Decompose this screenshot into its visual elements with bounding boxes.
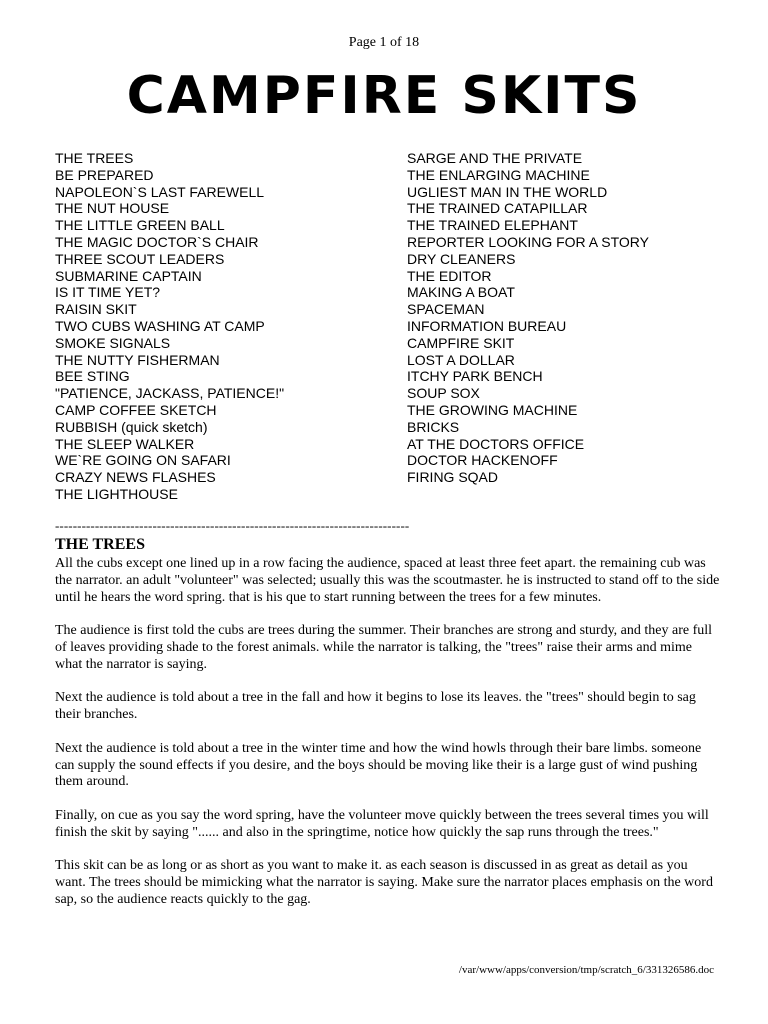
toc-item: SPACEMAN — [407, 301, 485, 318]
toc-item: THE NUT HOUSE — [55, 200, 170, 217]
section-heading: THE TREES — [55, 536, 145, 553]
toc-item: REPORTER LOOKING FOR A STORY — [407, 233, 649, 250]
toc-right-column — [407, 150, 649, 486]
toc-item: NAPOLEON`S LAST FAREWELL — [55, 183, 265, 200]
toc-item: RUBBISH (quick sketch) — [55, 418, 208, 435]
toc-item: THE ENLARGING MACHINE — [407, 166, 590, 183]
toc-item: THREE SCOUT LEADERS — [55, 250, 225, 267]
toc-item: CAMP COFFEE SKETCH — [55, 401, 217, 418]
toc-item: ITCHY PARK BENCH — [407, 368, 543, 385]
toc-item: THE GROWING MACHINE — [407, 401, 578, 418]
toc-item: SOUP SOX — [407, 385, 480, 402]
section-body — [55, 556, 720, 926]
toc-item: UGLIEST MAN IN THE WORLD — [407, 183, 608, 200]
toc-item: THE NUTTY FISHERMAN — [55, 351, 220, 368]
toc-item: TWO CUBS WASHING AT CAMP — [55, 317, 265, 334]
toc-item: CRAZY NEWS FLASHES — [55, 469, 216, 486]
toc-item: "PATIENCE, JACKASS, PATIENCE!" — [55, 385, 285, 402]
toc-item: THE TREES — [55, 150, 134, 166]
section-divider: -------------------------------------------------------------------------------- — [55, 518, 410, 533]
paragraph: Finally, on cue as you say the word spring, have the volunteer move quickly between the trees several times you will finish the skit by saying "...... and also in the springtime, notice how quickly the sap runs through the trees." — [55, 807, 709, 840]
toc-item: THE LIGHTHOUSE — [55, 485, 178, 502]
toc-item: BRICKS — [407, 418, 460, 435]
paragraph: Next the audience is told about a tree in the winter time and how the wind howls through their bare limbs. someone can supply the sound effects if you desire, and the boys should be moving like their is a large gust of wind pushing them around. — [55, 740, 702, 790]
toc-item: SARGE AND THE PRIVATE — [407, 150, 583, 166]
toc-item: BE PREPARED — [55, 166, 154, 183]
page-number: Page 1 of 18 — [348, 35, 420, 50]
toc-item: MAKING A BOAT — [407, 284, 515, 301]
paragraph: Next the audience is told about a tree in the fall and how it begins to lose its leaves. the "trees" should begin to sag their branches. — [55, 690, 696, 723]
toc-item: THE TRAINED ELEPHANT — [407, 217, 578, 234]
paragraph: All the cubs except one lined up in a row facing the audience, spaced at least three feet apart. the remaining cub was the narrator. an adult "volunteer" was selected; usually this was the scoutmaster. he is instructed to stand off to the side until he hears the word spring. that is his que to start running between the trees for a few minutes. — [55, 556, 720, 605]
toc-item: THE SLEEP WALKER — [55, 435, 195, 452]
toc-item: INFORMATION BUREAU — [407, 317, 567, 334]
toc-item: DOCTOR HACKENOFF — [407, 452, 558, 469]
toc-item: AT THE DOCTORS OFFICE — [407, 435, 585, 452]
toc-item: SUBMARINE CAPTAIN — [55, 267, 202, 284]
toc-item: RAISIN SKIT — [55, 301, 137, 318]
toc-item: BEE STING — [55, 368, 130, 385]
toc-item: THE LITTLE GREEN BALL — [55, 217, 225, 234]
paragraph: The audience is first told the cubs are trees during the summer. Their branches are strong and sturdy, and they are full of leaves providing shade to the forest animals. while the narrator is talking, the "trees" raise their arms and mime what the narrator is saying. — [55, 623, 713, 672]
page-title: CAMPFIRE SKITS — [126, 66, 642, 126]
footer-file-path: /var/www/apps/conversion/tmp/scratch_6/331326586.doc — [458, 964, 714, 976]
toc-left-column — [55, 150, 284, 503]
toc-item: THE EDITOR — [407, 267, 492, 284]
toc-item: DRY CLEANERS — [407, 250, 516, 267]
toc-item: LOST A DOLLAR — [407, 351, 515, 368]
toc-item: SMOKE SIGNALS — [55, 334, 171, 351]
paragraph: This skit can be as long or as short as you want to make it. as each season is discussed in as great as detail as you want. The trees should be mimicking what the narrator is saying. Make sure the narrator places emphasis on the word sap, so the audience reacts quickly to the gag. — [55, 858, 713, 907]
toc-item: THE TRAINED CATAPILLAR — [407, 200, 588, 217]
toc-item: IS IT TIME YET? — [55, 284, 161, 301]
toc-item: CAMPFIRE SKIT — [407, 334, 515, 351]
toc-item: WE`RE GOING ON SAFARI — [55, 452, 231, 469]
toc-item: FIRING SQAD — [407, 469, 499, 486]
toc-item: THE MAGIC DOCTOR`S CHAIR — [55, 233, 259, 250]
